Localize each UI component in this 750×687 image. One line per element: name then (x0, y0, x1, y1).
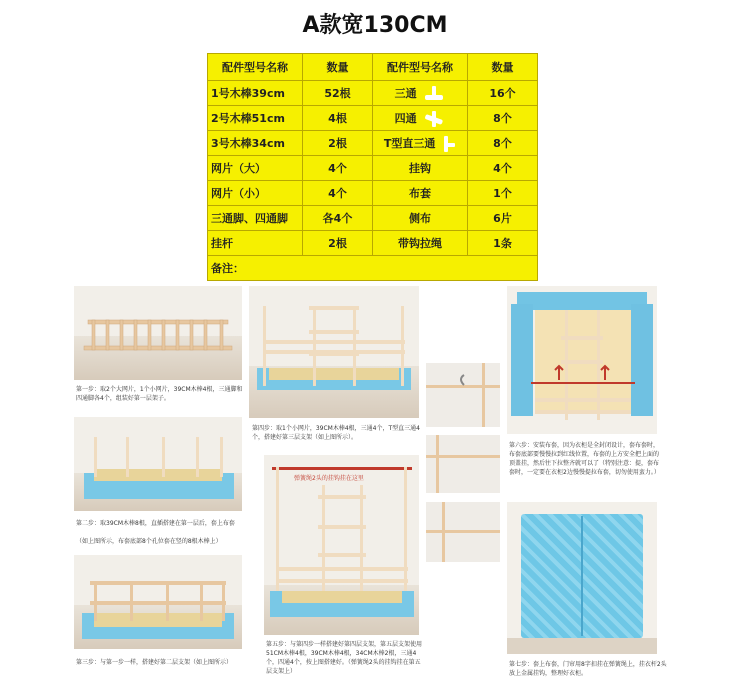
hook-detail-illustration (426, 363, 500, 427)
part-name: 网片（小） (208, 181, 303, 206)
step7-caption: 第七步：套上布套，门帘用8字扣挂在弹簧绳上，挂衣杆2头放上金属挂钩，整理好衣柜。 (509, 661, 667, 677)
remark-label: 备注： (208, 256, 538, 281)
step3-frame-illustration (74, 555, 242, 649)
part-qty: 16个 (468, 81, 538, 106)
step2-photo (74, 417, 242, 511)
part-name: 带钩拉绳 (372, 231, 467, 256)
four-way-connector-icon (423, 111, 445, 127)
step3-caption: 第三步：与第一步一样，搭建好第二层支架（如上图所示） (76, 659, 233, 666)
table-row (208, 106, 538, 131)
part-name: 挂钩 (372, 156, 467, 181)
part-qty: 1个 (468, 181, 538, 206)
part-qty: 各4个 (303, 206, 373, 231)
part-name-text: 三通 (394, 86, 417, 100)
step2-base-illustration (74, 417, 242, 511)
step5-frame-illustration (264, 455, 419, 635)
rail-detail-photo-1 (426, 435, 500, 493)
part-qty: 52根 (303, 81, 373, 106)
step2-caption: 第二步：取39CM木棒8根，直插搭建在第一层后，套上布套 (76, 520, 235, 527)
part-qty: 4个 (303, 156, 373, 181)
header-quantity: 数量 (303, 54, 373, 81)
step4-frame-illustration (249, 286, 419, 418)
step6-wardrobe-illustration (507, 286, 657, 434)
parts-table (207, 53, 538, 281)
step4-caption: 第四步：取1个小网片，39CM木棒4根，三通4个，T型直三通4个，搭建好第三层支架（如上图所示）。 (252, 425, 420, 441)
rail-detail-illustration-2 (426, 502, 500, 562)
part-qty: 4根 (303, 106, 373, 131)
step4-photo (249, 286, 419, 418)
table-header-row (208, 54, 538, 81)
step2-caption-note: （如上图所示，布套底部8个孔位套在竖的8根木棒上） (76, 538, 222, 545)
table-remark-row (208, 256, 538, 281)
part-qty: 1条 (468, 231, 538, 256)
part-name: 网片（大） (208, 156, 303, 181)
part-name (372, 131, 467, 156)
step1-caption: 第一步：取2个大网片，1个小网片，39CM木棒4根，三通脚和四通脚各4个，组装好第一层架子。 (76, 386, 243, 402)
door-zipper-line (581, 516, 583, 636)
part-qty: 6片 (468, 206, 538, 231)
table-row (208, 231, 538, 256)
step6-photo (507, 286, 657, 434)
part-qty: 8个 (468, 131, 538, 156)
part-name: 三通脚、四通脚 (208, 206, 303, 231)
t-connector-icon (442, 136, 456, 152)
part-name: 1号木棒39cm (208, 81, 303, 106)
step3-photo (74, 555, 242, 649)
step1-photo (74, 286, 242, 380)
rail-detail-illustration-1 (426, 435, 500, 493)
part-name: 2号木棒51cm (208, 106, 303, 131)
header-part-name: 配件型号名称 (208, 54, 303, 81)
page-title: A款宽130CM (302, 13, 448, 38)
three-way-connector-icon (423, 86, 445, 102)
step5-photo (264, 455, 419, 635)
step6-caption: 第六步：安装布套，因为衣柜是全封闭设计，套布套时，布套底部要慢慢拉到红线位置，布套的上方安全把上面的顶盖挂，然后往下拉整齐就可以了（特别注意：提，套布套时，一定要在衣柜2边慢慢提拉布套，切勿使用蛮力。） (509, 442, 660, 476)
step5-banner: 弹簧绳2头的挂钩挂在这里 (294, 475, 364, 482)
header-part-name-2: 配件型号名称 (372, 54, 467, 81)
table-row (208, 181, 538, 206)
part-qty: 4个 (468, 156, 538, 181)
part-qty: 4个 (303, 181, 373, 206)
part-name: 布套 (372, 181, 467, 206)
part-name (372, 81, 467, 106)
part-qty: 2根 (303, 131, 373, 156)
hook-detail-photo (426, 363, 500, 427)
step5-caption: 第五步：与第四步一样搭建好第四层支架，第五层支架使用51CM木棒4根，39CM木棒4根，34CM木棒2根，三通4个，四通4个，按上图搭建好。（弹簧绳2头的挂钩挂在第五层支架上） (266, 641, 423, 675)
table-row (208, 81, 538, 106)
table-row (208, 206, 538, 231)
part-qty: 8个 (468, 106, 538, 131)
step1-frame-illustration (74, 286, 242, 380)
rail-detail-photo-2 (426, 502, 500, 562)
table-row (208, 156, 538, 181)
part-name: 挂杆 (208, 231, 303, 256)
table-row (208, 131, 538, 156)
part-name: 侧布 (372, 206, 467, 231)
header-quantity-2: 数量 (468, 54, 538, 81)
part-qty: 2根 (303, 231, 373, 256)
part-name (372, 106, 467, 131)
step7-photo (507, 502, 657, 654)
part-name-text: 四通 (394, 111, 417, 125)
part-name-text: T型直三通 (383, 136, 436, 150)
part-name: 3号木棒34cm (208, 131, 303, 156)
